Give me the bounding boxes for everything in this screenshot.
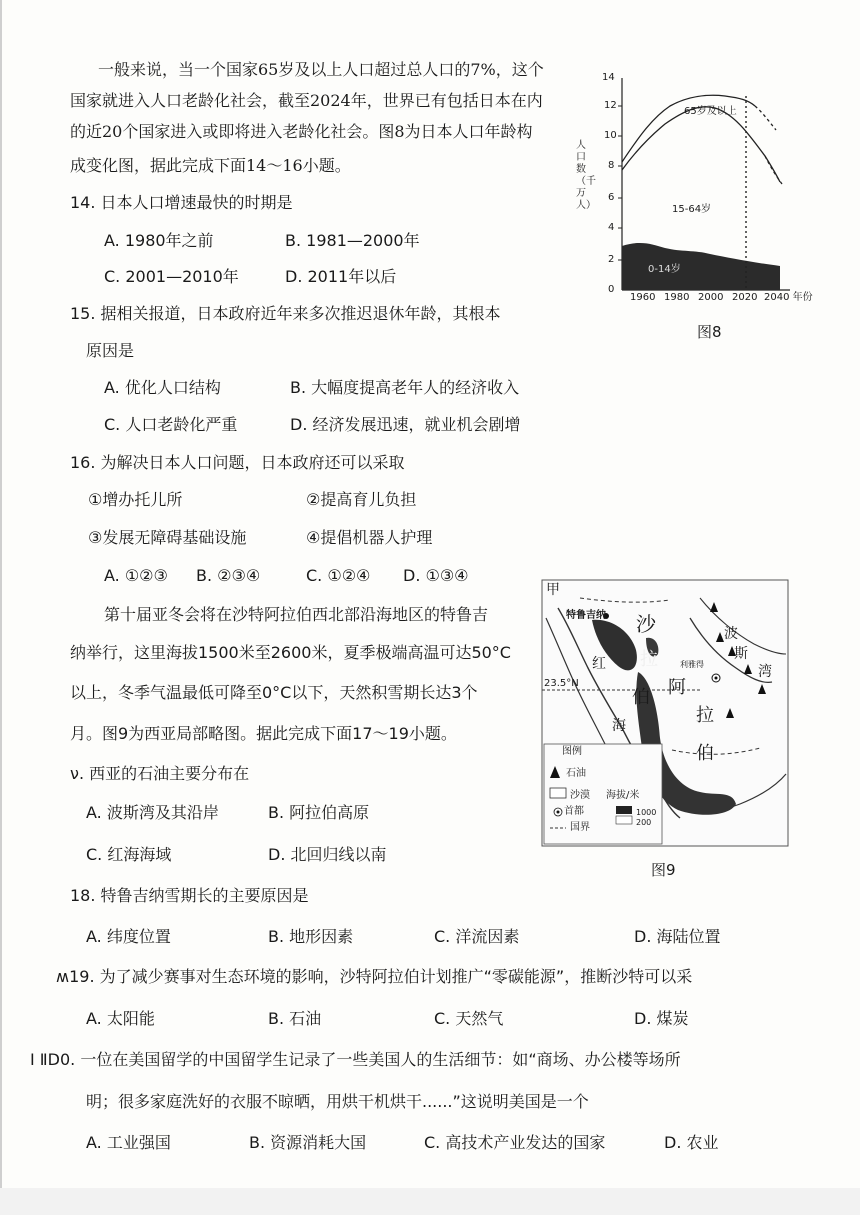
intro1-line3: 的近20个国家进入或即将进入老龄化社会。图8为日本人口年龄构 [70, 122, 533, 141]
q20-option-c: C. 高技术产业发达的国家 [424, 1133, 606, 1152]
fig9-legend-oil: 石油 [566, 768, 586, 779]
q16-option-c: C. ①②④ [306, 566, 371, 585]
fig8-xtick-1980: 1980 [664, 292, 690, 303]
fig9-legend-desert: 沙漠 [570, 790, 590, 801]
intro2-line1: 第十届亚冬会将在沙特阿拉伯西北部沿海地区的特鲁吉 [104, 605, 489, 624]
fig9-legend-elevation: 海拔/米 [606, 790, 640, 801]
fig8-xtick-1960: 1960 [630, 292, 656, 303]
fig9-label-la: 拉 [640, 649, 658, 670]
q15-option-d: D. 经济发展迅速，就业机会剧增 [290, 415, 521, 434]
fig8-ytick-0: 0 [608, 284, 615, 295]
q19-option-c: C. 天然气 [434, 1009, 504, 1028]
q17-option-c: C. 红海海域 [86, 845, 172, 864]
fig8-ytick-12: 12 [604, 100, 617, 111]
fig9-legend-border: 国界 [570, 822, 590, 833]
fig9-label-si-gulf: 斯 [734, 646, 748, 662]
fig9-label-la2: 拉 [696, 705, 714, 726]
fig8-label-15-64: 15-64岁 [672, 204, 712, 215]
fig9-label-wan-gulf: 湾 [758, 664, 772, 680]
fig9-label-bo: 伯 [632, 687, 650, 708]
q16-stem: 16. 为解决日本人口问题，日本政府还可以采取 [70, 453, 405, 472]
q20-option-b: B. 资源消耗大国 [249, 1133, 367, 1152]
q17-option-b: B. 阿拉伯高原 [268, 803, 370, 822]
q15-option-c: C. 人口老龄化严重 [104, 415, 238, 434]
fig9-label-hong: 红 [592, 656, 606, 672]
q18-option-d: D. 海陆位置 [634, 927, 721, 946]
q18-stem: 18. 特鲁吉纳雪期长的主要原因是 [70, 886, 309, 905]
q20-option-a: A. 工业强国 [86, 1133, 171, 1152]
intro2-line3: 以上，冬季气温最低可降至0°C以下，天然积雪期长达3个 [70, 683, 478, 702]
q20-stem-line2: 明；很多家庭洗好的衣服不晾晒，用烘干机烘干......”这说明美国是一个 [86, 1092, 589, 1111]
fig8-ytick-14: 14 [602, 72, 615, 83]
q14-option-c: C. 2001—2010年 [104, 267, 239, 286]
fig9-legend-200: 200 [636, 818, 652, 827]
fig8-label-65plus: 65岁及以上 [684, 106, 737, 117]
fig9-label-jia: 甲 [546, 582, 560, 598]
page-bottom-margin [0, 1188, 860, 1215]
intro1-line2: 国家就进入人口老龄化社会，截至2024年，世界已有包括日本在内 [70, 91, 543, 110]
fig9-label-a: 阿 [668, 677, 686, 698]
q17-option-d: D. 北回归线以南 [268, 845, 387, 864]
q16-item-4: ④提倡机器人护理 [306, 528, 433, 547]
fig8-label-0-14: 0-14岁 [648, 264, 681, 275]
fig9-label-city: 特鲁吉纳 [566, 610, 606, 621]
q16-item-3: ③发展无障碍基础设施 [88, 528, 247, 547]
q18-option-c: C. 洋流因素 [434, 927, 520, 946]
fig9-legend-title: 图例 [562, 746, 582, 757]
q15-stem-line2: 原因是 [86, 341, 135, 360]
q16-item-1: ①增办托儿所 [88, 490, 183, 509]
fig8-xtick-2040: 2040 年份 [764, 292, 813, 303]
intro2-line4: 月。图9为西亚局部略图。据此完成下面17～19小题。 [70, 724, 457, 743]
q15-stem-line1: 15. 据相关报道，日本政府近年来多次推迟退休年龄，其根本 [70, 304, 501, 323]
q20-option-d: D. 农业 [664, 1133, 719, 1152]
fig8-ytick-6: 6 [608, 192, 615, 203]
fig9-legend-capital: 首都 [564, 806, 584, 817]
q20-stem-line1: I ⅡD0. 一位在美国留学的中国留学生记录了一些美国人的生活细节：如“商场、办公楼等场所 [30, 1050, 681, 1069]
q16-item-2: ②提高育儿负担 [306, 490, 417, 509]
fig8-ytick-10: 10 [604, 130, 617, 141]
fig9-label-hai: 海 [612, 718, 626, 734]
fig8-population-chart [590, 66, 820, 306]
q16-option-b: B. ②③④ [196, 566, 261, 585]
intro1-line4: 成变化图，据此完成下面14～16小题。 [70, 156, 351, 175]
q19-option-a: A. 太阳能 [86, 1009, 155, 1028]
fig9-legend-1000: 1000 [636, 808, 657, 817]
q16-option-d: D. ①③④ [403, 566, 469, 585]
fig8-xtick-2020: 2020 [732, 292, 758, 303]
q19-option-b: B. 石油 [268, 1009, 322, 1028]
q18-option-a: A. 纬度位置 [86, 927, 171, 946]
fig8-ylabel: 人口数（千万人） [576, 140, 596, 211]
q17-option-a: A. 波斯湾及其沿岸 [86, 803, 219, 822]
intro2-line2: 纳举行，这里海拔1500米至2600米，夏季极端高温可达50°C [70, 643, 511, 662]
fig9-label-capital: 利雅得 [680, 660, 704, 669]
q14-option-a: A. 1980年之前 [104, 231, 214, 250]
q18-option-b: B. 地形因素 [268, 927, 354, 946]
page-edge [0, 0, 2, 1188]
q19-stem: ʍ19. 为了减少赛事对生态环境的影响，沙特阿拉伯计划推广“零碳能源”，推断沙特可以采 [56, 967, 693, 986]
q14-option-b: B. 1981—2000年 [285, 231, 420, 250]
fig9-label-latitude: 23.5°N [544, 678, 579, 689]
fig9-label-bo-gulf: 波 [724, 626, 738, 642]
fig9-caption: 图9 [651, 861, 676, 879]
fig8-ytick-2: 2 [608, 254, 615, 265]
fig8-caption: 图8 [697, 323, 722, 341]
q15-option-b: B. 大幅度提高老年人的经济收入 [290, 378, 520, 397]
intro1-line1: 一般来说，当一个国家65岁及以上人口超过总人口的7%，这个 [98, 60, 544, 79]
q14-stem: 14. 日本人口增速最快的时期是 [70, 193, 293, 212]
q17-stem: ν. 西亚的石油主要分布在 [70, 764, 250, 783]
fig9-label-bo2: 伯 [696, 743, 714, 764]
fig8-ytick-8: 8 [608, 160, 615, 171]
fig8-xtick-2000: 2000 [698, 292, 724, 303]
q14-option-d: D. 2011年以后 [285, 267, 397, 286]
q19-option-d: D. 煤炭 [634, 1009, 689, 1028]
q15-option-a: A. 优化人口结构 [104, 378, 221, 397]
fig9-label-sha: 沙 [636, 612, 656, 636]
fig8-ytick-4: 4 [608, 222, 615, 233]
q16-option-a: A. ①②③ [104, 566, 168, 585]
